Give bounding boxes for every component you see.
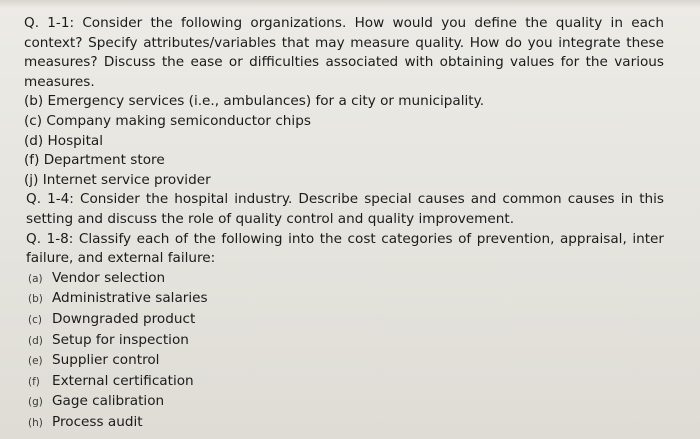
item-marker: (a) bbox=[28, 272, 43, 285]
list-item: (j) Internet service provider bbox=[24, 171, 211, 188]
question-1-8: Q. 1-8: Classify each of the following into the cost categories of prevention, appraisal, inter failure, and external failure: bbox=[26, 230, 664, 267]
item-label: Setup for inspection bbox=[52, 331, 189, 348]
document-page bbox=[24, 14, 664, 433]
item-marker: (g) bbox=[28, 396, 43, 409]
item-label: Supplier control bbox=[52, 352, 160, 369]
item-label: Administrative salaries bbox=[52, 290, 208, 307]
item-marker: (c) bbox=[28, 313, 42, 326]
item-marker: (f) bbox=[28, 375, 40, 388]
item-marker: (h) bbox=[28, 416, 43, 429]
item-label: Vendor selection bbox=[52, 269, 166, 286]
item-marker: (e) bbox=[28, 355, 43, 368]
question-1-1-list bbox=[24, 92, 664, 190]
list-item: (f) Department store bbox=[24, 152, 165, 169]
list-item bbox=[28, 269, 664, 290]
item-marker: (b) bbox=[28, 293, 43, 306]
question-1-8-list bbox=[24, 269, 664, 434]
list-item bbox=[28, 331, 664, 352]
item-marker: (d) bbox=[28, 334, 43, 347]
list-item: (d) Hospital bbox=[24, 132, 104, 149]
question-1-1: Q. 1-1: Consider the following organizations. How would you define the quality in each context? Specify attributes/variables that may measure quality. How do you integrate these measures? Discuss the ease or difficulties associated with obtaining values for the various measures. bbox=[24, 15, 664, 90]
list-item bbox=[28, 413, 664, 434]
item-label: Downgraded product bbox=[52, 310, 196, 327]
list-item: (b) Emergency services (i.e., ambulances) for a city or municipality. bbox=[24, 93, 485, 110]
item-label: External certification bbox=[52, 372, 194, 389]
page-top-shadow bbox=[0, 0, 700, 8]
list-item bbox=[28, 392, 664, 413]
list-item bbox=[28, 310, 664, 331]
question-1-4: Q. 1-4: Consider the hospital industry. Describe special causes and common causes in this setting and discuss the role of quality control and quality improvement. bbox=[26, 191, 664, 227]
list-item bbox=[28, 289, 664, 310]
item-label: Gage calibration bbox=[52, 393, 165, 410]
list-item bbox=[28, 372, 664, 393]
list-item: (c) Company making semiconductor chips bbox=[24, 112, 311, 129]
item-label: Process audit bbox=[52, 413, 143, 430]
list-item bbox=[28, 351, 664, 372]
